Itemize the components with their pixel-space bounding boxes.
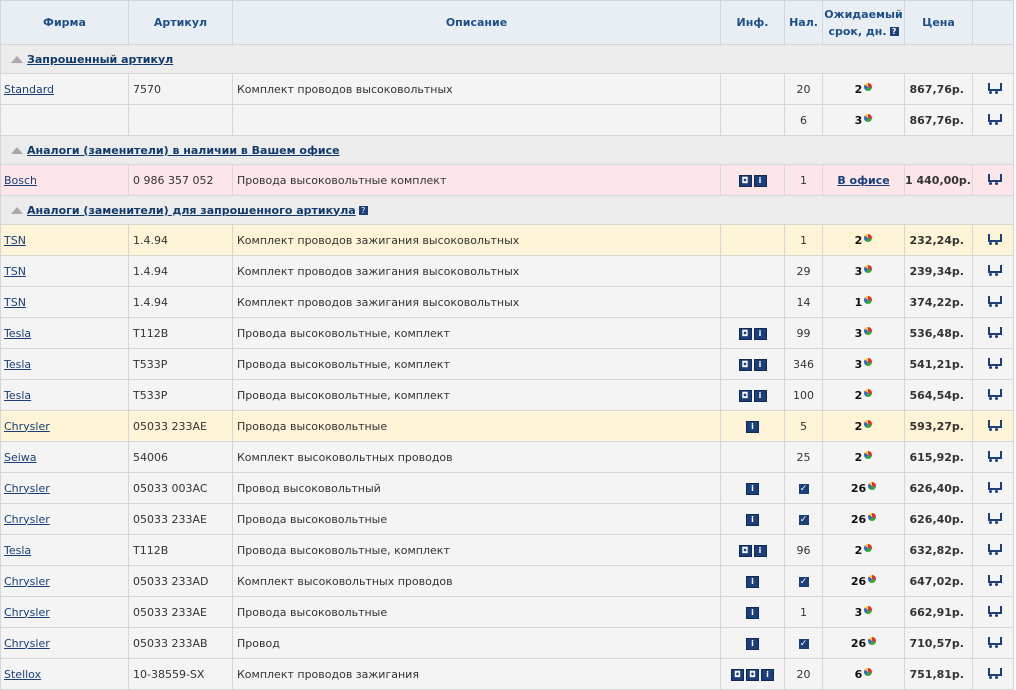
col-qty[interactable]: Нал. — [785, 1, 823, 45]
price-cell: 626,40р. — [905, 504, 973, 535]
price-cell: 751,81р. — [905, 659, 973, 690]
qty-cell: 29 — [785, 256, 823, 287]
description-cell: Провода высоковольтные — [233, 504, 721, 535]
info-icon[interactable]: i — [761, 669, 774, 681]
price-cell: 564,54р. — [905, 380, 973, 411]
table-row — [1, 318, 1014, 349]
days-cell — [823, 287, 905, 318]
photo-icon[interactable]: ◘ — [739, 359, 752, 371]
table-row — [1, 566, 1014, 597]
description-cell: Провода высоковольтные, комплект — [233, 349, 721, 380]
cart-icon[interactable] — [986, 357, 1000, 369]
info-cell — [721, 442, 785, 473]
info-cell — [721, 597, 785, 628]
qty-cell: 96 — [785, 535, 823, 566]
col-description[interactable]: Описание — [233, 1, 721, 45]
qty-cell: 20 — [785, 659, 823, 690]
section-header[interactable] — [1, 136, 1014, 165]
section-header[interactable] — [1, 196, 1014, 225]
days-cell — [823, 504, 905, 535]
section-header[interactable] — [1, 45, 1014, 74]
photo-icon[interactable]: ◘ — [731, 669, 744, 681]
article-cell: 05033 233AD — [129, 566, 233, 597]
firm-link[interactable]: Standard — [4, 82, 55, 96]
days-cell — [823, 566, 905, 597]
table-row — [1, 473, 1014, 504]
cart-cell — [973, 566, 1014, 597]
info-cell — [721, 74, 785, 105]
photo-icon[interactable]: ◘ — [739, 390, 752, 402]
article-cell: 05033 233AE — [129, 504, 233, 535]
qty-cell — [785, 504, 823, 535]
days-value: 26 — [850, 481, 867, 495]
description-cell: Провода высоковольтные — [233, 411, 721, 442]
cart-icon[interactable] — [986, 667, 1000, 679]
days-value: 2 — [854, 233, 863, 247]
days-value: 2 — [854, 450, 863, 464]
qty-cell: 14 — [785, 287, 823, 318]
days-cell — [823, 628, 905, 659]
firm-cell — [1, 628, 129, 659]
firm-link[interactable]: Tesla — [4, 543, 32, 557]
cart-cell — [973, 535, 1014, 566]
price-cell: 867,76р. — [905, 74, 973, 105]
info-icon[interactable]: i — [746, 607, 759, 619]
photo-icon[interactable]: ◘ — [739, 545, 752, 557]
cart-icon[interactable] — [986, 481, 1000, 493]
price-cell: 626,40р. — [905, 473, 973, 504]
days-cell — [823, 318, 905, 349]
article-cell: 54006 — [129, 442, 233, 473]
checkbox-icon: ✓ — [799, 483, 808, 494]
days-value: 3 — [854, 326, 863, 340]
cart-icon[interactable] — [986, 605, 1000, 617]
firm-cell — [1, 349, 129, 380]
cart-icon[interactable] — [986, 388, 1000, 400]
article-cell — [129, 105, 233, 136]
info-icon[interactable]: i — [746, 483, 759, 495]
firm-link[interactable]: Seiwa — [4, 450, 37, 464]
firm-link[interactable]: Chrysler — [4, 636, 50, 650]
firm-link[interactable]: Chrysler — [4, 605, 50, 619]
qty-cell: 5 — [785, 411, 823, 442]
price-cell: 374,22р. — [905, 287, 973, 318]
info-icon[interactable]: i — [746, 576, 759, 588]
article-cell: T533P — [129, 380, 233, 411]
firm-cell — [1, 442, 129, 473]
price-cell: 541,21р. — [905, 349, 973, 380]
section-cell — [1, 196, 1014, 225]
article-cell: 10-38559-SX — [129, 659, 233, 690]
cart-cell — [973, 318, 1014, 349]
description-cell: Провода высоковольтные комплект — [233, 165, 721, 196]
info-cell — [721, 411, 785, 442]
qty-cell — [785, 628, 823, 659]
cart-icon[interactable] — [986, 264, 1000, 276]
info-icon[interactable]: i — [746, 421, 759, 433]
col-cart — [973, 1, 1014, 45]
price-cell: 239,34р. — [905, 256, 973, 287]
qty-cell: 1 — [785, 225, 823, 256]
description-cell: Провода высоковольтные, комплект — [233, 535, 721, 566]
cart-cell — [973, 225, 1014, 256]
days-cell — [823, 349, 905, 380]
collapse-arrow-icon[interactable] — [11, 56, 23, 63]
table-row — [1, 256, 1014, 287]
days-value: 2 — [854, 543, 863, 557]
info-cell — [721, 566, 785, 597]
table-row — [1, 535, 1014, 566]
stats-pie-icon[interactable] — [864, 544, 872, 552]
info-cell — [721, 165, 785, 196]
article-cell: 1.4.94 — [129, 256, 233, 287]
stats-pie-icon[interactable] — [864, 389, 872, 397]
cart-icon[interactable] — [986, 574, 1000, 586]
description-cell — [233, 105, 721, 136]
firm-cell — [1, 659, 129, 690]
stats-pie-icon[interactable] — [864, 265, 872, 273]
cart-icon[interactable] — [986, 512, 1000, 524]
info-icon[interactable]: i — [746, 514, 759, 526]
info-cell — [721, 659, 785, 690]
qty-cell: 25 — [785, 442, 823, 473]
section-title[interactable]: Запрошенный артикул — [27, 52, 174, 66]
cart-icon[interactable] — [986, 173, 1000, 185]
info-icon[interactable]: i — [754, 545, 767, 557]
stats-pie-icon[interactable] — [864, 668, 872, 676]
checkbox-icon: ✓ — [799, 514, 808, 525]
info-cell — [721, 504, 785, 535]
article-cell: 05033 003AC — [129, 473, 233, 504]
article-cell: T112B — [129, 535, 233, 566]
table-header — [1, 1, 1014, 45]
stats-pie-icon[interactable] — [864, 606, 872, 614]
firm-link[interactable]: Tesla — [4, 357, 32, 371]
days-value: 26 — [850, 574, 867, 588]
collapse-arrow-icon[interactable] — [11, 147, 23, 154]
stats-pie-icon[interactable] — [864, 114, 872, 122]
days-value: 2 — [854, 388, 863, 402]
stats-pie-icon[interactable] — [864, 234, 872, 242]
price-cell: 536,48р. — [905, 318, 973, 349]
firm-link[interactable]: Bosch — [4, 173, 38, 187]
days-value: 3 — [854, 113, 863, 127]
qty-cell: 6 — [785, 105, 823, 136]
qty-cell: 1 — [785, 597, 823, 628]
firm-cell — [1, 74, 129, 105]
days-value: 1 — [854, 295, 863, 309]
price-cell: 593,27р. — [905, 411, 973, 442]
qty-cell: 346 — [785, 349, 823, 380]
days-cell — [823, 442, 905, 473]
table-row — [1, 380, 1014, 411]
cart-icon[interactable] — [986, 636, 1000, 648]
firm-cell — [1, 165, 129, 196]
description-cell: Провода высоковольтные — [233, 597, 721, 628]
photo-icon[interactable]: ◘ — [739, 328, 752, 340]
info-icon[interactable]: i — [754, 175, 767, 187]
days-cell — [823, 74, 905, 105]
description-cell: Комплект проводов зажигания — [233, 659, 721, 690]
table-row — [1, 411, 1014, 442]
cart-icon[interactable] — [986, 419, 1000, 431]
cart-icon[interactable] — [986, 82, 1000, 94]
firm-link[interactable]: Tesla — [4, 388, 32, 402]
article-cell: 1.4.94 — [129, 225, 233, 256]
info-cell — [721, 380, 785, 411]
stats-pie-icon[interactable] — [868, 513, 876, 521]
article-cell: T112B — [129, 318, 233, 349]
photo-icon[interactable]: ◘ — [739, 175, 752, 187]
col-expected-line2: срок, дн. — [828, 24, 887, 38]
table-row — [1, 597, 1014, 628]
article-cell: 05033 233AB — [129, 628, 233, 659]
collapse-arrow-icon[interactable] — [11, 207, 23, 214]
cart-cell — [973, 628, 1014, 659]
checkbox-icon: ✓ — [799, 576, 808, 587]
firm-link[interactable]: TSN — [4, 264, 26, 278]
stats-pie-icon[interactable] — [864, 358, 872, 366]
days-cell — [823, 380, 905, 411]
qty-cell — [785, 566, 823, 597]
firm-cell — [1, 105, 129, 136]
cart-icon[interactable] — [986, 233, 1000, 245]
table-row — [1, 165, 1014, 196]
info-cell — [721, 473, 785, 504]
days-cell — [823, 105, 905, 136]
firm-link[interactable]: Stellox — [4, 667, 42, 681]
info-icon[interactable]: i — [754, 359, 767, 371]
cart-cell — [973, 411, 1014, 442]
article-cell: 05033 233AE — [129, 411, 233, 442]
info-icon[interactable]: i — [746, 638, 759, 650]
firm-link[interactable]: Chrysler — [4, 419, 50, 433]
firm-cell — [1, 287, 129, 318]
info-cell — [721, 535, 785, 566]
days-value: 3 — [854, 264, 863, 278]
firm-cell — [1, 473, 129, 504]
days-cell — [823, 256, 905, 287]
days-value: 2 — [854, 82, 863, 96]
table-row — [1, 74, 1014, 105]
table-row — [1, 105, 1014, 136]
price-cell: 1 440,00р. — [905, 165, 973, 196]
qty-cell: 20 — [785, 74, 823, 105]
stats-pie-icon[interactable] — [868, 482, 876, 490]
firm-link[interactable]: Tesla — [4, 326, 32, 340]
info-cell — [721, 287, 785, 318]
section-title[interactable]: Аналоги (заменители) в наличии в Вашем офисе — [27, 143, 340, 157]
firm-cell — [1, 504, 129, 535]
days-cell — [823, 473, 905, 504]
info-icon[interactable]: i — [754, 390, 767, 402]
cart-cell — [973, 74, 1014, 105]
days-cell — [823, 225, 905, 256]
article-cell: 1.4.94 — [129, 287, 233, 318]
article-cell: T533P — [129, 349, 233, 380]
firm-link[interactable]: Chrysler — [4, 574, 50, 588]
help-icon[interactable]: ? — [890, 27, 899, 36]
cart-icon[interactable] — [986, 543, 1000, 555]
stats-pie-icon[interactable] — [868, 575, 876, 583]
firm-link[interactable]: Chrysler — [4, 512, 50, 526]
days-value: 3 — [854, 605, 863, 619]
info-cell — [721, 225, 785, 256]
firm-cell — [1, 597, 129, 628]
help-icon[interactable]: ? — [359, 206, 368, 215]
cart-cell — [973, 165, 1014, 196]
days-cell — [823, 659, 905, 690]
stats-pie-icon[interactable] — [864, 83, 872, 91]
photo-icon[interactable]: ◘ — [746, 669, 759, 681]
col-price[interactable]: Цена — [905, 1, 973, 45]
description-cell: Комплект проводов зажигания высоковольтных — [233, 256, 721, 287]
description-cell: Провод — [233, 628, 721, 659]
article-cell: 7570 — [129, 74, 233, 105]
description-cell: Комплект высоковольтных проводов — [233, 566, 721, 597]
col-firm[interactable]: Фирма — [1, 1, 129, 45]
cart-cell — [973, 442, 1014, 473]
firm-cell — [1, 256, 129, 287]
table-row — [1, 504, 1014, 535]
cart-cell — [973, 504, 1014, 535]
firm-cell — [1, 318, 129, 349]
info-cell — [721, 256, 785, 287]
cart-icon[interactable] — [986, 295, 1000, 307]
description-cell: Провод высоковольтный — [233, 473, 721, 504]
firm-link[interactable]: TSN — [4, 233, 26, 247]
cart-icon[interactable] — [986, 450, 1000, 462]
qty-cell — [785, 473, 823, 504]
description-cell: Провода высоковольтные, комплект — [233, 380, 721, 411]
price-cell: 647,02р. — [905, 566, 973, 597]
cart-cell — [973, 473, 1014, 504]
price-cell: 615,92р. — [905, 442, 973, 473]
price-cell: 710,57р. — [905, 628, 973, 659]
qty-cell: 1 — [785, 165, 823, 196]
cart-cell — [973, 349, 1014, 380]
stats-pie-icon[interactable] — [864, 327, 872, 335]
cart-icon[interactable] — [986, 113, 1000, 125]
firm-cell — [1, 535, 129, 566]
firm-cell — [1, 380, 129, 411]
info-cell — [721, 318, 785, 349]
firm-link[interactable]: Chrysler — [4, 481, 50, 495]
cart-cell — [973, 105, 1014, 136]
days-cell — [823, 597, 905, 628]
description-cell: Комплект высоковольтных проводов — [233, 442, 721, 473]
days-value: 6 — [854, 667, 863, 681]
table-row — [1, 287, 1014, 318]
qty-cell: 99 — [785, 318, 823, 349]
stats-pie-icon[interactable] — [864, 420, 872, 428]
section-cell — [1, 45, 1014, 74]
price-cell: 867,76р. — [905, 105, 973, 136]
in-office-link[interactable]: В офисе — [837, 173, 890, 187]
info-cell — [721, 349, 785, 380]
col-article[interactable]: Артикул — [129, 1, 233, 45]
table-row — [1, 442, 1014, 473]
days-value: 3 — [854, 357, 863, 371]
cart-cell — [973, 256, 1014, 287]
description-cell: Комплект проводов зажигания высоковольтных — [233, 225, 721, 256]
days-value: 26 — [850, 636, 867, 650]
stats-pie-icon[interactable] — [864, 296, 872, 304]
article-cell: 0 986 357 052 — [129, 165, 233, 196]
checkbox-icon: ✓ — [799, 638, 808, 649]
col-info: Инф. — [721, 1, 785, 45]
info-icon[interactable]: i — [754, 328, 767, 340]
col-expected[interactable] — [823, 1, 905, 45]
table-row — [1, 659, 1014, 690]
info-cell — [721, 628, 785, 659]
price-cell: 632,82р. — [905, 535, 973, 566]
col-expected-line1: Ожидаемый — [824, 7, 903, 21]
firm-cell — [1, 225, 129, 256]
cart-cell — [973, 659, 1014, 690]
stats-pie-icon[interactable] — [864, 451, 872, 459]
price-cell: 232,24р. — [905, 225, 973, 256]
cart-cell — [973, 287, 1014, 318]
section-title[interactable]: Аналоги (заменители) для запрошенного артикула — [27, 203, 356, 217]
table-row — [1, 225, 1014, 256]
qty-cell: 100 — [785, 380, 823, 411]
days-cell — [823, 535, 905, 566]
price-cell: 662,91р. — [905, 597, 973, 628]
section-cell — [1, 136, 1014, 165]
cart-cell — [973, 597, 1014, 628]
firm-cell — [1, 411, 129, 442]
description-cell: Комплект проводов зажигания высоковольтных — [233, 287, 721, 318]
firm-link[interactable]: TSN — [4, 295, 26, 309]
article-cell: 05033 233AE — [129, 597, 233, 628]
cart-icon[interactable] — [986, 326, 1000, 338]
stats-pie-icon[interactable] — [868, 637, 876, 645]
days-value: 26 — [850, 512, 867, 526]
firm-cell — [1, 566, 129, 597]
days-cell — [823, 411, 905, 442]
table-row — [1, 628, 1014, 659]
cart-cell — [973, 380, 1014, 411]
table-row — [1, 349, 1014, 380]
description-cell: Провода высоковольтные, комплект — [233, 318, 721, 349]
days-value: 2 — [854, 419, 863, 433]
description-cell: Комплект проводов высоковольтных — [233, 74, 721, 105]
days-cell — [823, 165, 905, 196]
info-cell — [721, 105, 785, 136]
